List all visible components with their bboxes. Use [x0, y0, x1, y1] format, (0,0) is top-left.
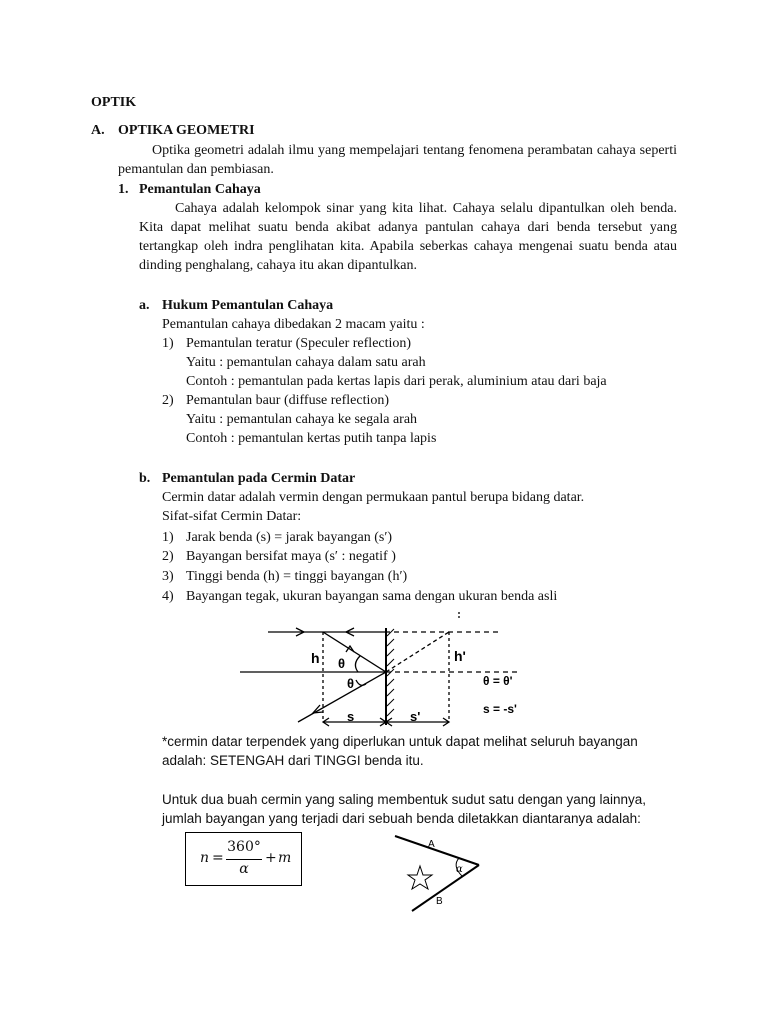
- section-a-paragraph: Optika geometri adalah ilmu yang mempelajari tentang fenomena perambatan cahaya seperti pemantulan dan pembiasan.: [118, 143, 677, 177]
- plane-mirror-diagram: [230, 608, 560, 734]
- sub-b-marker: b.: [139, 471, 151, 486]
- two-mirrors-line-2: jumlah bayangan yang terjadi dari sebuah benda diletakkan diantaranya adalah:: [162, 811, 641, 826]
- sub-b-item1-text: Jarak benda (s) = jarak bayangan (s′): [186, 530, 393, 545]
- sub-a-item1-contoh: Contoh : pemantulan pada kertas lapis dari perak, aluminium atau dari baja: [186, 374, 607, 389]
- section-a-heading: OPTIKA GEOMETRI: [118, 123, 255, 138]
- sub-b-item4-number: 4): [162, 589, 174, 604]
- angled-mirrors-diagram: [385, 828, 490, 918]
- sub-a-item1-yaitu: Yaitu : pemantulan cahaya dalam satu arah: [186, 355, 426, 370]
- formula-numerator: 360°: [227, 839, 261, 855]
- label-a: A: [428, 839, 435, 850]
- label-h-prime: h': [454, 648, 466, 664]
- note-line-1: *cermin datar terpendek yang diperlukan untuk dapat melihat seluruh bayangan: [162, 734, 638, 749]
- page-title: OPTIK: [91, 95, 137, 110]
- label-alpha: α: [456, 864, 463, 875]
- sub-a-item2-number: 2): [162, 393, 174, 408]
- sub-b-item1-number: 1): [162, 530, 174, 545]
- sub-b-intro: Cermin datar adalah vermin dengan permukaan pantul berupa bidang datar.: [162, 490, 585, 505]
- formula-n: n: [200, 850, 210, 866]
- label-h: h: [311, 650, 320, 666]
- sub-a-item1-text: Pemantulan teratur (Speculer reflection): [186, 336, 412, 351]
- sub-a-heading: Hukum Pemantulan Cahaya: [162, 298, 334, 313]
- label-b: B: [436, 896, 443, 907]
- formula-denominator: α: [239, 861, 249, 877]
- equation-s: s = -s': [483, 702, 517, 716]
- equation-theta: θ = θ': [483, 674, 513, 688]
- sub1-marker: 1.: [118, 182, 129, 197]
- formula: [186, 833, 301, 885]
- sub-b-item2-number: 2): [162, 549, 174, 564]
- sub-b-sifat-heading: Sifat-sifat Cermin Datar:: [162, 509, 302, 524]
- sub-a-marker: a.: [139, 298, 150, 313]
- formula-box: [185, 832, 302, 886]
- sub1-heading: Pemantulan Cahaya: [139, 182, 261, 197]
- label-s: s: [347, 709, 355, 724]
- sub-a-intro: Pemantulan cahaya dibedakan 2 macam yaitu :: [162, 317, 425, 332]
- label-s-prime: s': [410, 709, 421, 724]
- sub-b-item4-text: Bayangan tegak, ukuran bayangan sama dengan ukuran benda asli: [186, 589, 558, 604]
- formula-equals: =: [212, 850, 224, 866]
- sub-a-item2-text: Pemantulan baur (diffuse reflection): [186, 393, 390, 408]
- sub-b-item3-text: Tinggi benda (h) = tinggi bayangan (h′): [186, 569, 408, 584]
- sub-a-item2-yaitu: Yaitu : pemantulan cahaya ke segala arah: [186, 412, 418, 427]
- label-theta-lower: θ: [347, 676, 355, 691]
- section-a-marker: A.: [91, 123, 105, 138]
- label-theta-upper: θ: [338, 656, 346, 671]
- two-mirrors-line-1: Untuk dua buah cermin yang saling membentuk sudut satu dengan yang lainnya,: [162, 792, 647, 807]
- sub-a-item1-number: 1): [162, 336, 174, 351]
- sub-b-item2-text: Bayangan bersifat maya (s′ : negatif ): [186, 549, 396, 564]
- formula-fraction-bar: [226, 859, 262, 860]
- note-line-2: adalah: SETENGAH dari TINGGI benda itu.: [162, 753, 424, 768]
- formula-plus: +: [265, 850, 277, 866]
- sub-b-item3-number: 3): [162, 569, 174, 584]
- sub1-paragraph: Cahaya adalah kelompok sinar yang kita lihat. Cahaya selalu dipantulkan oleh benda. Kita dapat melihat suatu benda akibat adanya pantulan cahaya dari benda tersebut yang tertangkap oleh indra penglihatan kita. Apabila seberkas cahaya mengenai suatu benda atau dinding penghalang, cahaya itu akan dipantulkan.: [139, 201, 677, 273]
- sub-a-item2-contoh: Contoh : pemantulan kertas putih tanpa lapis: [186, 431, 437, 446]
- formula-m: m: [278, 850, 292, 866]
- sub-b-heading: Pemantulan pada Cermin Datar: [162, 471, 356, 486]
